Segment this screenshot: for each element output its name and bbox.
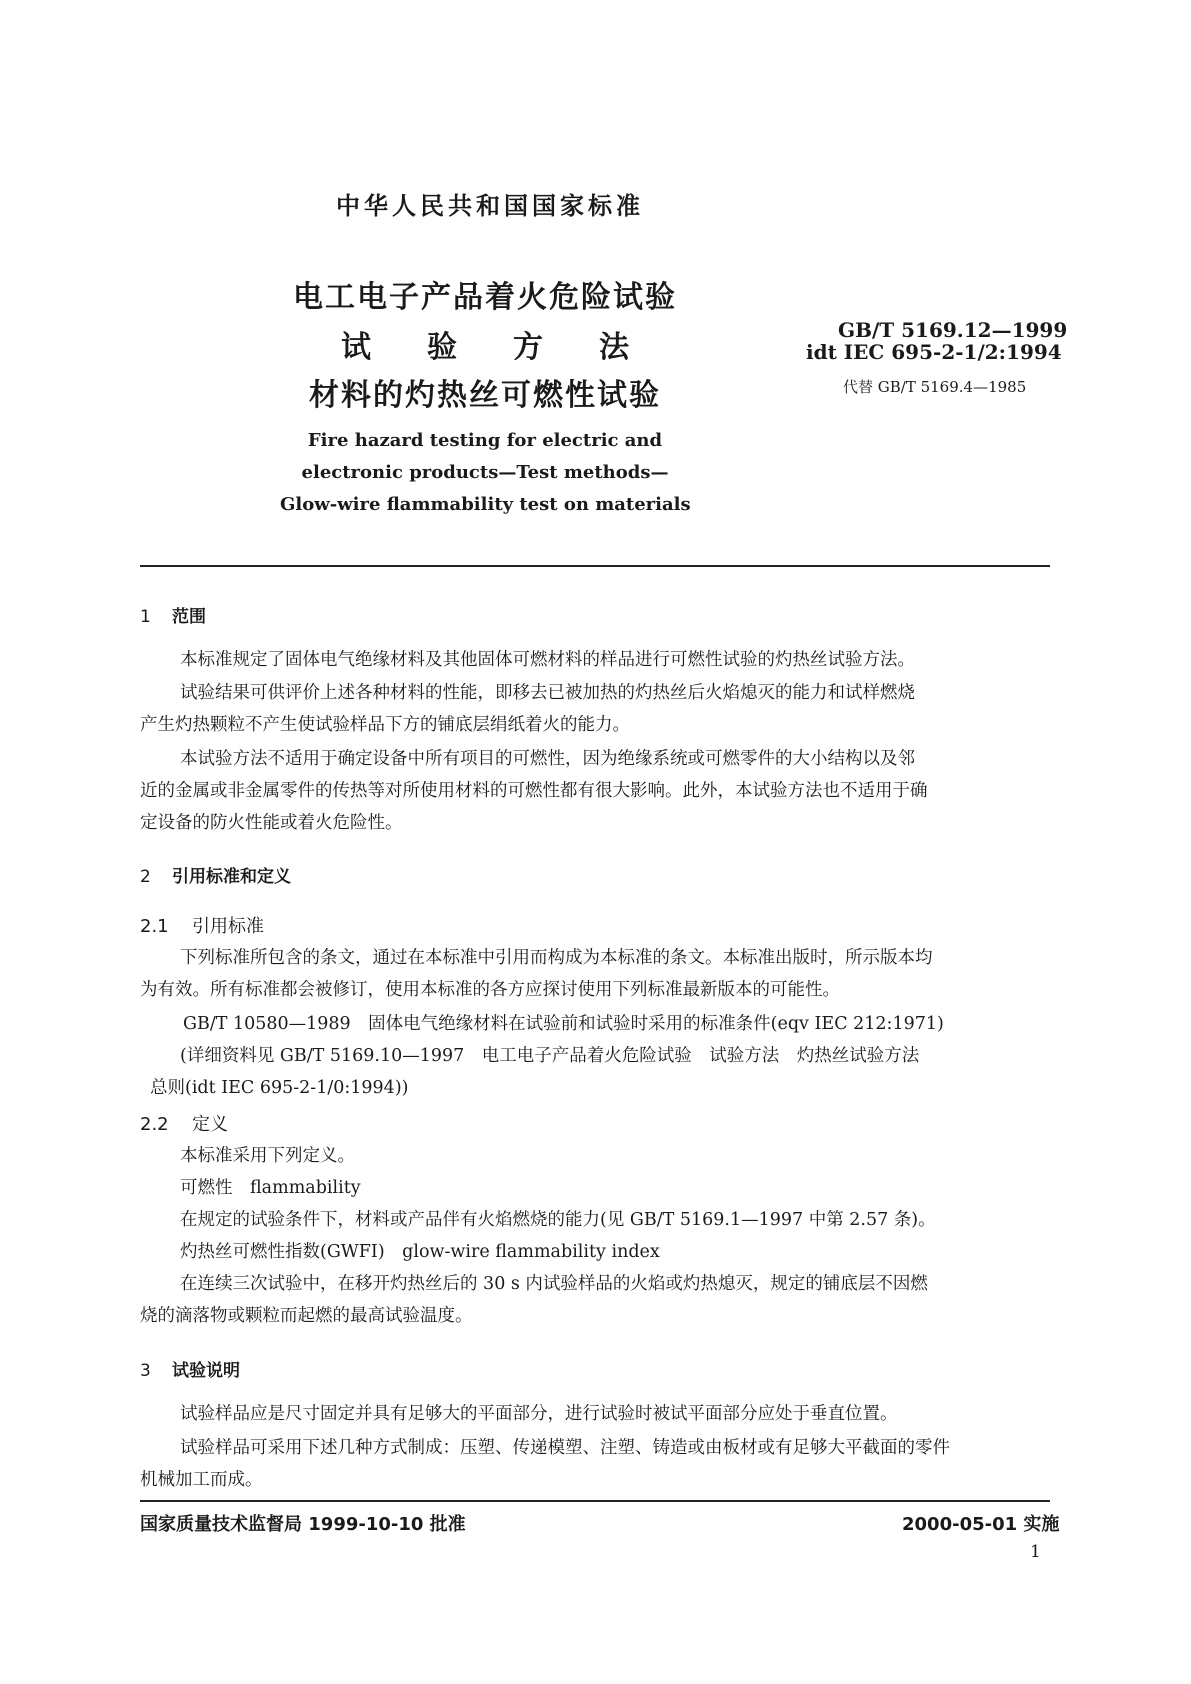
- adoption-note: idt IEC 695-2-1/2:1994: [806, 340, 1062, 364]
- title-cn-line-2: 试验方法: [341, 330, 685, 365]
- paragraph-line: 机械加工而成。: [140, 1470, 263, 1490]
- subsection-2-2-heading: [140, 1110, 228, 1136]
- paragraph-line: 下列标准所包含的条文，通过在本标准中引用而构成为本标准的条文。本标准出版时，所示版本均: [180, 948, 933, 968]
- section-3-heading: [140, 1356, 240, 1381]
- paragraph-line: 产生灼热颗粒不产生使试验样品下方的铺底层绢纸着火的能力。: [140, 715, 630, 735]
- section-title: 范围: [172, 607, 206, 627]
- definition-text-line: 烧的滴落物或颗粒而起燃的最高试验温度。: [140, 1306, 473, 1326]
- paragraph-line: 近的金属或非金属零件的传热等对所使用材料的可燃性都有很大影响。此外，本试验方法也不适用于确: [140, 781, 928, 801]
- subsection-number: 2.1: [140, 916, 169, 937]
- subsection-title: 定义: [192, 1114, 228, 1135]
- footer-divider: [140, 1500, 1050, 1502]
- approval-line: 国家质量技术监督局 1999-10-10 批准: [140, 1514, 466, 1535]
- implementation-date: 2000-05-01 实施: [902, 1514, 1060, 1535]
- section-title: 引用标准和定义: [172, 867, 291, 887]
- title-en-line-2: electronic products—Test methods—: [301, 462, 669, 483]
- definition-term: 灼热丝可燃性指数(GWFI) glow-wire flammability index: [180, 1242, 660, 1262]
- title-en-line-1: Fire hazard testing for electric and: [307, 430, 663, 451]
- subsection-2-1-heading: [140, 912, 264, 938]
- definition-term: 可燃性 flammability: [180, 1178, 361, 1198]
- page-number: 1: [1030, 1542, 1041, 1562]
- paragraph: 本标准规定了固体电气绝缘材料及其他固体可燃材料的样品进行可燃性试验的灼热丝试验方法。: [180, 650, 915, 670]
- section-number: 3: [140, 1361, 151, 1381]
- subsection-title: 引用标准: [192, 916, 264, 937]
- paragraph-line: 定设备的防火性能或着火危险性。: [140, 813, 403, 833]
- section-1-heading: [140, 602, 206, 627]
- section-number: 2: [140, 867, 151, 887]
- section-2-heading: [140, 862, 291, 887]
- title-cn-line-1: 电工电子产品着火危险试验: [293, 280, 677, 315]
- replaces-note: 代替 GB/T 5169.4—1985: [843, 378, 1027, 396]
- national-standard-header: 中华人民共和国国家标准: [336, 192, 644, 220]
- paragraph-line: 试验样品可采用下述几种方式制成：压塑、传递模塑、注塑、铸造或由板材或有足够大平截面的零件: [180, 1438, 950, 1458]
- header-divider: [140, 565, 1050, 567]
- definition-text: 在规定的试验条件下，材料或产品伴有火焰燃烧的能力(见 GB/T 5169.1—1997 中第 2.57 条)。: [180, 1210, 936, 1230]
- reference-note-line: (详细资料见 GB/T 5169.10—1997 电工电子产品着火危险试验 试验方法 灼热丝试验方法: [180, 1046, 920, 1066]
- section-title: 试验说明: [172, 1361, 240, 1381]
- reference-item: GB/T 10580—1989 固体电气绝缘材料在试验前和试验时采用的标准条件(eqv IEC 212:1971): [183, 1014, 944, 1034]
- paragraph: 试验样品应是尺寸固定并具有足够大的平面部分，进行试验时被试平面部分应处于垂直位置。: [180, 1404, 898, 1424]
- paragraph-line: 本试验方法不适用于确定设备中所有项目的可燃性，因为绝缘系统或可燃零件的大小结构以及邻: [180, 749, 915, 769]
- title-en-line-3: Glow-wire flammability test on materials: [280, 494, 691, 515]
- paragraph-line: 试验结果可供评价上述各种材料的性能，即移去已被加热的灼热丝后火焰熄灭的能力和试样燃烧: [180, 683, 915, 703]
- standard-number: GB/T 5169.12—1999: [838, 318, 1068, 342]
- title-cn-line-3: 材料的灼热丝可燃性试验: [309, 378, 661, 413]
- reference-note-line: 总则(idt IEC 695-2-1/0:1994)): [150, 1078, 409, 1098]
- section-number: 1: [140, 607, 151, 627]
- paragraph-line: 为有效。所有标准都会被修订，使用本标准的各方应探讨使用下列标准最新版本的可能性。: [140, 980, 840, 1000]
- definition-text-line: 在连续三次试验中，在移开灼热丝后的 30 s 内试验样品的火焰或灼热熄灭，规定的铺底层不因燃: [180, 1274, 928, 1294]
- definition-intro: 本标准采用下列定义。: [180, 1146, 355, 1166]
- subsection-number: 2.2: [140, 1114, 169, 1135]
